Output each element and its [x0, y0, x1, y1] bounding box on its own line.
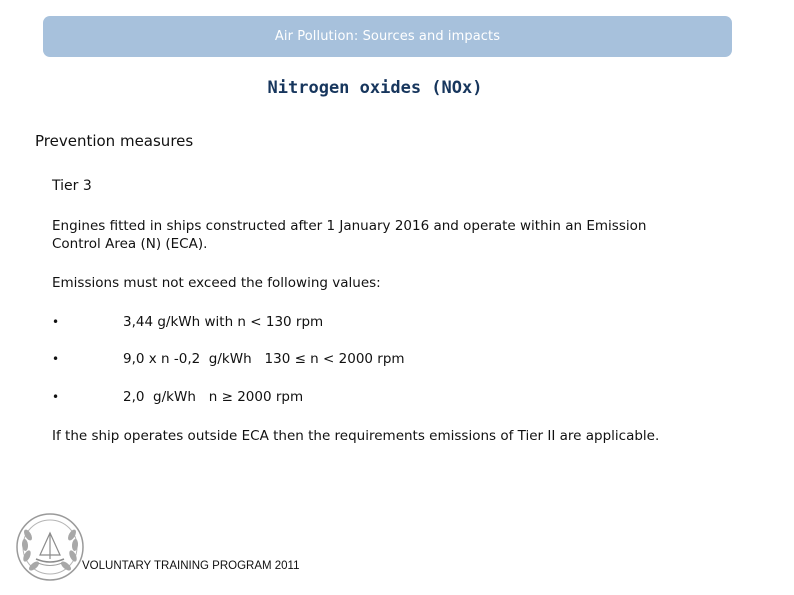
slide-title: Nitrogen oxides (NOx)	[267, 78, 483, 98]
header-title: Air Pollution: Sources and impacts	[274, 29, 501, 44]
bullet-icon: •	[52, 315, 60, 329]
bullet-text: 3,44 g/kWh with n < 130 rpm	[123, 314, 324, 330]
bullet-text: 2,0 g/kWh n ≥ 2000 rpm	[123, 389, 304, 405]
tier-label: Tier 3	[52, 178, 92, 194]
bullet-item	[52, 387, 303, 407]
section-heading: Prevention measures	[35, 132, 194, 150]
bullet-item	[52, 312, 323, 332]
footer-program: VOLUNTARY TRAINING PROGRAM 2011	[82, 560, 300, 572]
bullet-icon: •	[52, 352, 60, 366]
bullet-text: 9,0 x n -0,2 g/kWh 130 ≤ n < 2000 rpm	[123, 351, 405, 367]
paragraph-outside-eca: If the ship operates outside ECA then the requirements emissions of Tier II are applicable.	[52, 428, 660, 444]
bullet-icon: •	[52, 390, 60, 404]
bullet-item	[52, 349, 405, 369]
header-bar	[43, 16, 732, 57]
paragraph-emissions-intro: Emissions must not exceed the following values:	[52, 275, 381, 291]
paragraph-engines: Engines fitted in ships constructed after 1 January 2016 and operate within an Emission Control Area (N) (ECA).	[52, 218, 647, 252]
emblem-wreath-icon	[14, 511, 86, 583]
